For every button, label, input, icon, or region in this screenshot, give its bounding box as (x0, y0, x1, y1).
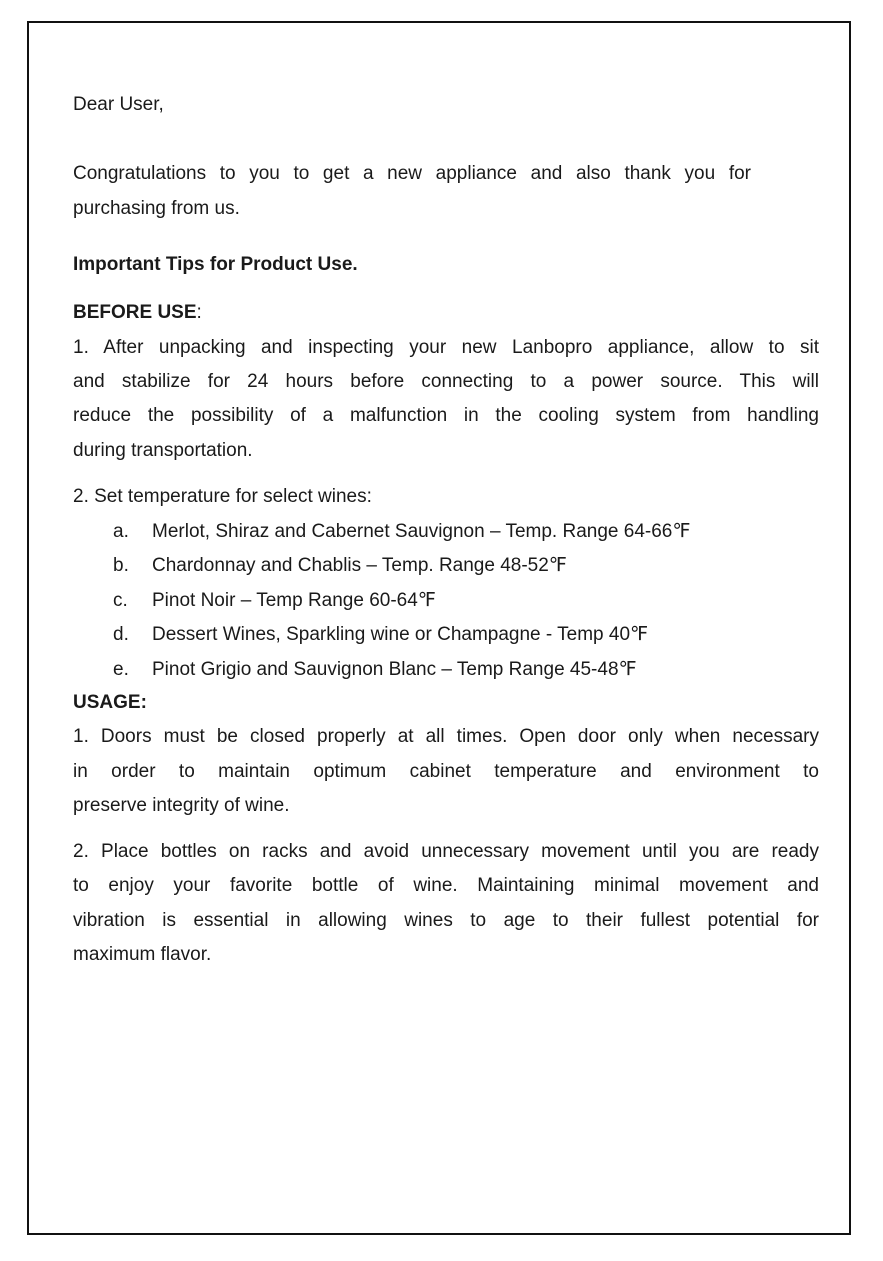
usage-item2-line3: vibration is essential in allowing wines to age to their fullest potential for (73, 910, 819, 931)
wine-item-letter: d. (113, 624, 129, 645)
wine-item-letter: a. (113, 521, 129, 542)
before-use-item1-line2: and stabilize for 24 hours before connecting to a power source. This will (73, 371, 819, 392)
intro-line-2: purchasing from us. (73, 198, 240, 219)
usage-item1-line1: 1. Doors must be closed properly at all times. Open door only when necessary (73, 726, 819, 747)
usage-item2-line1: 2. Place bottles on racks and avoid unnecessary movement until you are ready (73, 841, 819, 862)
before-use-colon: : (196, 302, 202, 323)
before-use-heading: BEFORE USE (73, 302, 197, 323)
tips-heading: Important Tips for Product Use. (73, 254, 358, 275)
wine-item-text: Chardonnay and Chablis – Temp. Range 48-52℉ (152, 555, 567, 576)
before-use-item1-line1: 1. After unpacking and inspecting your new Lanbopro appliance, allow to sit (73, 337, 819, 358)
wine-item-text: Merlot, Shiraz and Cabernet Sauvignon – Temp. Range 64-66℉ (152, 521, 691, 542)
intro-line-1: Congratulations to you to get a new appliance and also thank you for (73, 163, 751, 184)
wine-item-text: Dessert Wines, Sparkling wine or Champagne - Temp 40℉ (152, 624, 649, 645)
wine-item-letter: e. (113, 659, 129, 680)
wine-item-text: Pinot Noir – Temp Range 60-64℉ (152, 590, 436, 611)
usage-heading: USAGE: (73, 692, 147, 713)
usage-item1-line2: in order to maintain optimum cabinet temperature and environment to (73, 761, 819, 782)
before-use-item2: 2. Set temperature for select wines: (73, 486, 372, 507)
greeting: Dear User, (73, 94, 164, 115)
before-use-heading-line (73, 296, 202, 330)
before-use-item1-line3: reduce the possibility of a malfunction in the cooling system from handling (73, 405, 819, 426)
wine-item-letter: b. (113, 555, 129, 576)
usage-item2-line4: maximum flavor. (73, 944, 212, 965)
usage-item2-line2: to enjoy your favorite bottle of wine. Maintaining minimal movement and (73, 875, 819, 896)
before-use-item1-line4: during transportation. (73, 440, 253, 461)
wine-item-text: Pinot Grigio and Sauvignon Blanc – Temp Range 45-48℉ (152, 659, 637, 680)
wine-item-letter: c. (113, 590, 128, 611)
usage-item1-line3: preserve integrity of wine. (73, 795, 290, 816)
